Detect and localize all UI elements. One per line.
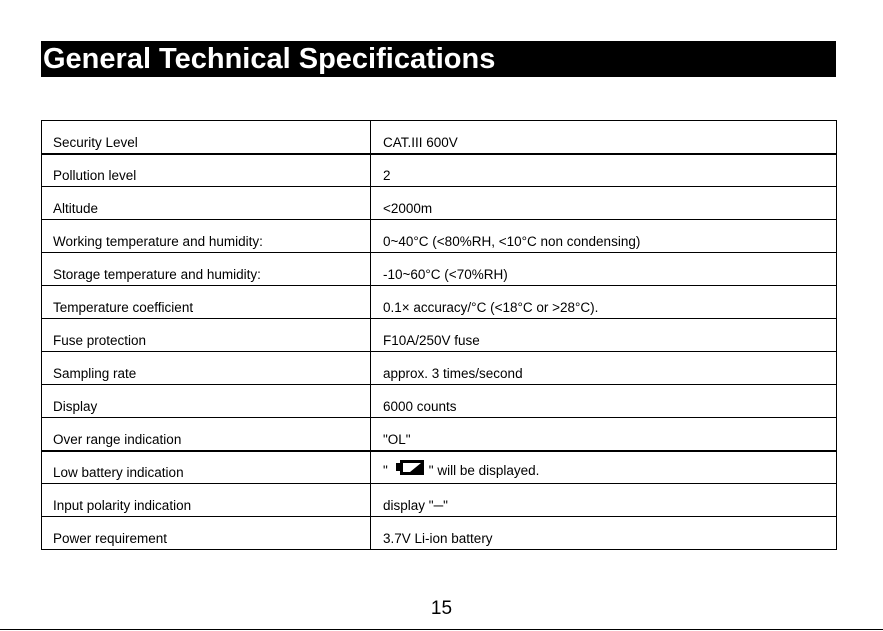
spec-label: Display — [42, 385, 371, 418]
table-row — [42, 154, 837, 187]
table-row — [42, 517, 837, 550]
spec-label: Input polarity indication — [42, 484, 371, 517]
spec-value: CAT.III 600V — [371, 121, 837, 154]
spec-value: 0.1× accuracy/°C (<18°C or >28°C). — [371, 286, 837, 319]
spec-value: 0~40°C (<80%RH, <10°C non condensing) — [371, 220, 837, 253]
spec-value: display "─" — [371, 484, 837, 517]
spec-label: Low battery indication — [42, 451, 371, 484]
spec-value: -10~60°C (<70%RH) — [371, 253, 837, 286]
spec-value: 2 — [371, 154, 837, 187]
spec-value — [371, 451, 837, 484]
table-row — [42, 451, 837, 484]
spec-value: approx. 3 times/second — [371, 352, 837, 385]
spec-value: "OL" — [371, 418, 837, 451]
spec-label: Working temperature and humidity: — [42, 220, 371, 253]
page-number: 15 — [430, 598, 453, 619]
table-row — [42, 319, 837, 352]
spec-value: F10A/250V fuse — [371, 319, 837, 352]
spec-label: Fuse protection — [42, 319, 371, 352]
footer-divider — [0, 629, 883, 630]
table-row — [42, 418, 837, 451]
table-row — [42, 385, 837, 418]
spec-label: Sampling rate — [42, 352, 371, 385]
spec-label: Over range indication — [42, 418, 371, 451]
table-row — [42, 187, 837, 220]
table-row — [42, 286, 837, 319]
spec-label: Pollution level — [42, 154, 371, 187]
table-row — [42, 220, 837, 253]
page-title: General Technical Specifications — [41, 41, 836, 77]
specifications-table — [41, 120, 837, 550]
spec-value: 3.7V Li-ion battery — [371, 517, 837, 550]
spec-value: <2000m — [371, 187, 837, 220]
spec-label: Altitude — [42, 187, 371, 220]
spec-label: Temperature coefficient — [42, 286, 371, 319]
table-row — [42, 121, 837, 154]
spec-label: Storage temperature and humidity: — [42, 253, 371, 286]
spec-value-suffix: " will be displayed. — [428, 463, 540, 478]
table-row — [42, 253, 837, 286]
table-row — [42, 484, 837, 517]
spec-label: Security Level — [42, 121, 371, 154]
spec-value-prefix: " — [383, 463, 388, 478]
low-battery-icon — [396, 459, 425, 480]
table-row — [42, 352, 837, 385]
spec-value: 6000 counts — [371, 385, 837, 418]
spec-label: Power requirement — [42, 517, 371, 550]
